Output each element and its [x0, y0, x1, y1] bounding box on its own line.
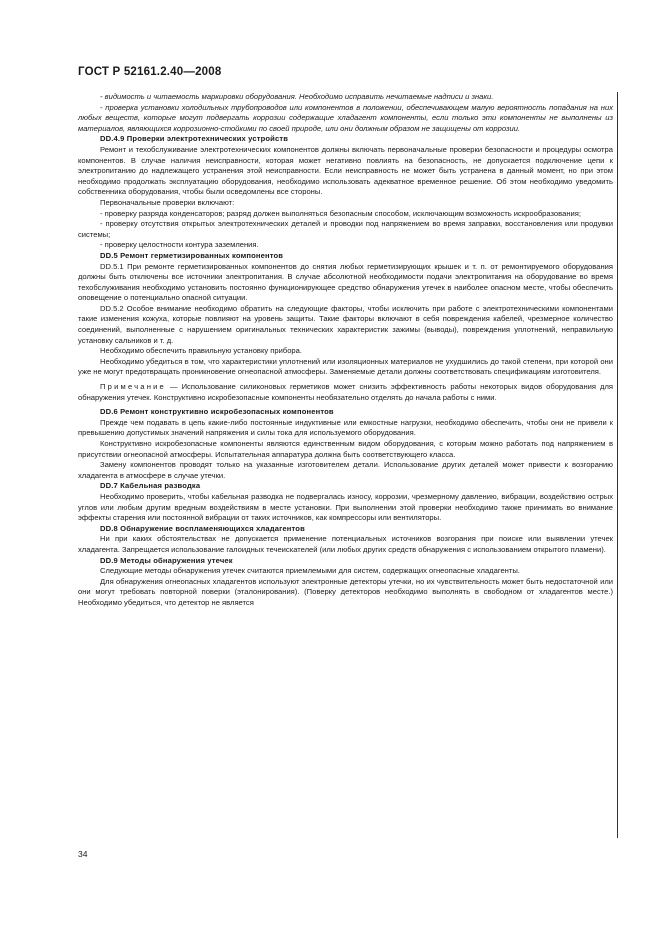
paragraph: Следующие методы обнаружения утечек считаются приемлемыми для систем, содержащих огнеопасные хладагенты.: [100, 566, 520, 576]
paragraph: Замену компонентов проводят только на указанные изготовителем детали. Использование других деталей может привести к возгоранию хладагента в атмосфере в случае утечки.: [78, 460, 613, 480]
list-item: - проверку отсутствия открытых электротехнических деталей и проводки под напряжением во время заправки, восстановления или продувки системы;: [78, 219, 613, 239]
paragraph: Необходимо убедиться в том, что характеристики уплотнений или изоляционных материалов не ухудшились до такой степени, при которой они уже не могут предотвращать проникновение огнеопасной атмосферы. Заменяемые детали должны соответствовать спецификациям изготовителя.: [78, 356, 613, 377]
section-heading-dd7: DD.7 Кабельная разводка: [100, 481, 201, 491]
paragraph: DD.5.2 Особое внимание необходимо обратить на следующие факторы, чтобы исключить при работе с электротехническими компонентами такие изменения кожуха, которые повлияют на уровень защиты. Такие факторы включают в себя повреждения кабелей, чрезмерное количество соединений, выполненные с нарушением оригинальных технических характеристик зажимы (выводы), повреждения уплотнений, неправильную установку сальников и т. д.: [78, 303, 613, 345]
paragraph: Ремонт и техобслуживание электротехнических компонентов должны включать первоначальные проверки безопасности и процедуры осмотра компонентов. В случае наличия неисправности, которая может негативно повлиять на безопасность, не допускается подключение цепи к электропитанию до надлежащего устранения этой неисправности. Если неисправность не может быть устранена в данный момент, но при этом необходимо продолжать эксплуатацию оборудования, необходимо использовать адекватное временное решение. Об этом необходимо уведомить собственника оборудования, чтобы были осведомлены все стороны.: [78, 144, 613, 197]
note-text: — Использование силиконовых герметиков может снизить эффективность работы некоторых видов оборудования для обнаружения утечек. Конструктивно искробезопасные компоненты необязательно отделять до начала работы с ними.: [78, 382, 613, 402]
paragraph: - видимость и читаемость маркировки оборудования. Необходимо исправить нечитаемые надписи и знаки.: [100, 92, 494, 101]
paragraph: - проверка установки холодильных трубопроводов или компонентов в положении, обеспечивающем малую вероятность попадания на них любых веществ, которые могут подвергать коррозии содержащие хладагент компоненты, если только эти компоненты не выполнены из материалов, являющихся коррозионно-стойкими по своей природе, или они должным образом не защищены от коррозии.: [78, 102, 613, 133]
section-heading-dd49: DD.4.9 Проверки электротехнических устройств: [100, 134, 289, 144]
paragraph: Необходимо обеспечить правильную установку прибора.: [100, 346, 302, 356]
paragraph: Первоначальные проверки включают:: [100, 197, 235, 207]
list-item: - проверку целостности контура заземления.: [100, 240, 259, 250]
note-label: Примечание: [100, 382, 166, 392]
section-heading-dd5: DD.5 Ремонт герметизированных компонентов: [100, 250, 284, 260]
paragraph: Конструктивно искробезопасные компоненты являются единственным видом оборудования, с которым можно работать под напряжением в присутствии огнеопасной атмосферы. Испытательная аппаратура должна быть соответствующего класса.: [78, 439, 613, 459]
paragraph: Ни при каких обстоятельствах не допускается применение потенциальных источников возгорания при поиске или выявлении утечек хладагента. Запрещается использование галоидных течеискателей (или любых других средств обнаружения с использованием открытого пламени).: [78, 534, 613, 554]
document-body: [78, 92, 613, 609]
list-item: - проверку разряда конденсаторов; разряд должен выполняться безопасным способом, исключающим возможность искрообразования;: [100, 208, 581, 218]
page-number: 34: [78, 849, 88, 859]
section-heading-dd9: DD.9 Методы обнаружения утечек: [100, 555, 233, 565]
change-bar: [617, 92, 618, 838]
note: [78, 382, 613, 403]
section-heading-dd6: DD.6 Ремонт конструктивно искробезопасных компонентов: [100, 407, 334, 417]
paragraph: DD.5.1 При ремонте герметизированных компонентов до снятия любых герметизирующих крышек и т. п. от ремонтируемого оборудования должны быть отключены все источники электропитания. В случае абсолютной необходимости подачи электропитания на оборудование во время техобслуживания необходимо установить постоянно функционирующее средство обнаружения утечек в наиболее опасном месте, чтобы обеспечить оповещение о потенциально опасной ситуации.: [78, 261, 613, 303]
paragraph: Для обнаружения огнеопасных хладагентов используют электронные детекторы утечки, но их чувствительность может быть недостаточной или они могут требовать повторной поверки (эталонирования). (Поверку детекторов необходимо выполнять в свободном от хладагентов месте.) Необходимо убедиться, что детектор не является: [78, 576, 613, 607]
paragraph: Необходимо проверить, чтобы кабельная разводка не подвергалась износу, коррозии, чрезмерному давлению, вибрации, воздействию острых углов или любым другим вредным воздействиям в месте установки. При выполнении этой проверки необходимо также принимать во внимание эффекты старения или постоянной вибрации от таких источников, как компрессоры или вентиляторы.: [78, 491, 613, 523]
section-heading-dd8: DD.8 Обнаружение воспламеняющихся хладагентов: [100, 523, 305, 533]
page-header: ГОСТ Р 52161.2.40—2008: [78, 66, 222, 78]
paragraph: Прежде чем подавать в цепь какие-либо постоянные индуктивные или емкостные нагрузки, необходимо обеспечить, чтобы они не привели к превышению допустимых значений напряжения и силы тока для используемого оборудования.: [78, 417, 613, 438]
